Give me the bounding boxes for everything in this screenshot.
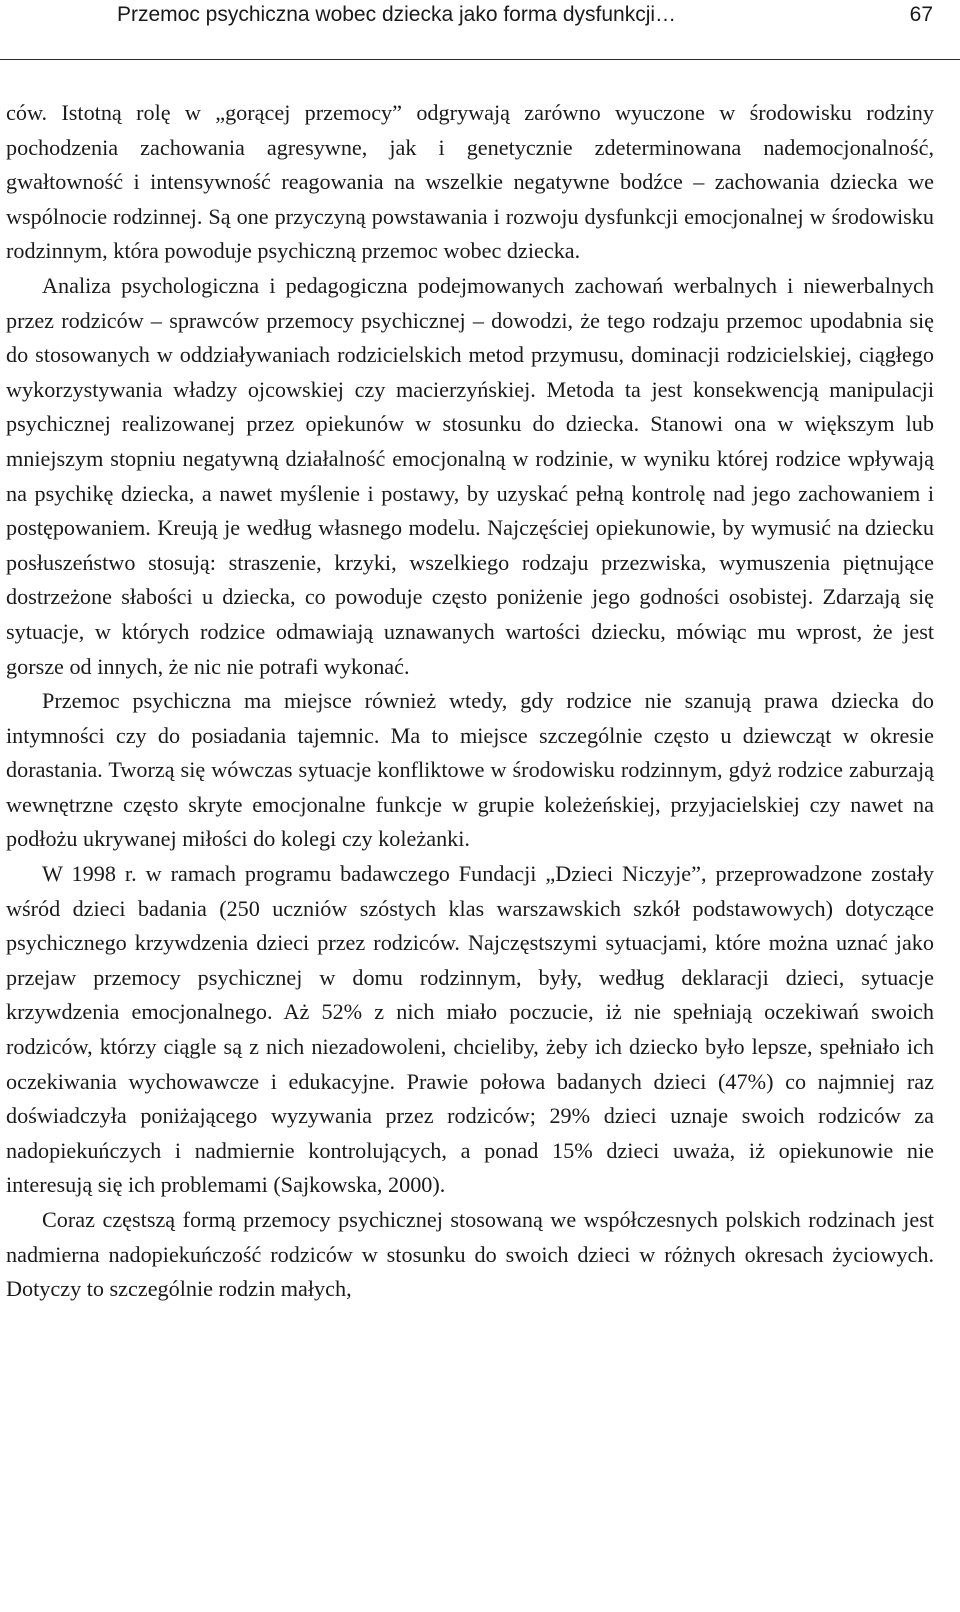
page-body: [6, 96, 934, 1307]
running-header: [0, 0, 960, 60]
paragraph: W 1998 r. w ramach programu badawczego Fundacji „Dzieci Niczyje”, przeprowadzone zostały wśród dzieci badania (250 uczniów szóstych klas warszawskich szkół podstawowych) dotyczące psychicznego krzywdzenia dzieci przez rodziców. Najczęstszymi sytuacjami, które można uznać jako przejaw przemocy psychicznej w domu rodzinnym, były, według deklaracji dzieci, sytuacje krzywdzenia emocjonalnego. Aż 52% z nich miało poczucie, iż nie spełniają oczekiwań swoich rodziców, którzy ciągle są z nich niezadowoleni, chcieliby, żeby ich dziecko było lepsze, spełniało ich oczekiwania wychowawcze i edukacyjne. Prawie połowa badanych dzieci (47%) co najmniej raz doświadczyła poniżającego wyzywania przez rodziców; 29% dzieci uznaje swoich rodziców za nadopiekuńczych i nadmiernie kontrolujących, a ponad 15% dzieci uważa, iż opiekunowie nie interesują się ich problemami (Sajkowska, 2000).: [6, 861, 934, 1198]
paragraph: Coraz częstszą formą przemocy psychicznej stosowaną we współczesnych polskich rodzinach jest nadmierna nadopiekuńczość rodziców w stosunku do swoich dzieci w różnych okresach życiowych. Dotyczy to szczególnie rodzin małych,: [6, 1207, 934, 1302]
page-number: 67: [909, 3, 933, 26]
paragraph: Analiza psychologiczna i pedagogiczna podejmowanych zachowań werbalnych i niewerbalnych przez rodziców – sprawców przemocy psychicznej – dowodzi, że tego rodzaju przemoc upodabnia się do stosowanych w oddziaływaniach rodzicielskich metod przymusu, dominacji rodzicielskiej, ciągłego wykorzystywania władzy ojcowskiej czy macierzyńskiej. Metoda ta jest konsekwencją manipulacji psychicznej realizowanej przez opiekunów w stosunku do dziecka. Stanowi ona w większym lub mniejszym stopniu negatywną działalność emocjonalną w rodzinie, w wyniku której rodzice wpływają na psychikę dziecka, a nawet myślenie i postawy, by uzyskać pełną kontrolę nad jego zachowaniem i postępowaniem. Kreują je według własnego modelu. Najczęściej opiekunowie, by wymusić na dziecku posłuszeństwo stosują: straszenie, krzyki, wszelkiego rodzaju przezwiska, wymuszenia piętnujące dostrzeżone słabości u dziecka, co powoduje często poniżenie jego godności osobistej. Zdarzają się sytuacje, w których rodzice odmawiają uznawanych wartości dziecku, mówiąc mu wprost, że jest gorsze od innych, że nic nie potrafi wykonać.: [6, 272, 934, 679]
paragraph: Przemoc psychiczna ma miejsce również wtedy, gdy rodzice nie szanują prawa dziecka do intymności czy do posiadania tajemnic. Ma to miejsce szczególnie często u dziewcząt w okresie dorastania. Tworzą się wówczas sytuacje konfliktowe w środowisku rodzinnym, gdyż rodzice zaburzają wewnętrzne często skryte emocjonalne funkcje w grupie koleżeńskiej, przyjacielskiej czy nawet na podłożu ukrywanej miłości do kolegi czy koleżanki.: [6, 688, 934, 852]
paragraph-continued: ców. Istotną rolę w „gorącej przemocy” odgrywają zarówno wyuczone w środowisku rodziny pochodzenia zachowania agresywne, jak i genetycznie zdeterminowana nademocjonalność, gwałtowność i intensywność reagowania na wszelkie negatywne bodźce – zachowania dziecka we wspólnocie rodzinnej. Są one przyczyną powstawania i rozwoju dysfunkcji emocjonalnej w środowisku rodzinnym, która powoduje psychiczną przemoc wobec dziecka.: [6, 100, 934, 264]
running-title: Przemoc psychiczna wobec dziecka jako forma dysfunkcji…: [117, 3, 677, 26]
